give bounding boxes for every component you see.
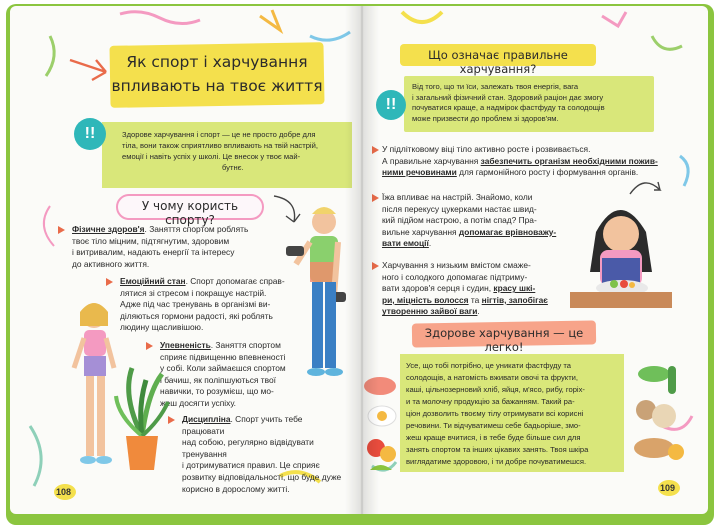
eating-girl-illustration [566, 192, 676, 310]
subtitle: У чому користь спорту? [141, 199, 239, 227]
plant-illustration [114, 366, 170, 476]
intro-text: Від того, що ти їси, залежать твоя енергія, вага і загальний фізичний стан. Здоровий раціон дає змогу почуватися краще, а надмірок фастфуду та солодощів може призвести до проблем зі здоров'ям. [412, 82, 605, 123]
subtitle: Здорове харчування — це легко! [424, 326, 584, 354]
item-discipline: Дисципліна. Спорт учить тебе працювати над собою, регулярно відвідувати тренування і дотримуватися правил. Це сприяє розвитку відповідальності, що буде дуже корисно в дорослому житті. [182, 414, 342, 495]
bullet-icon [58, 226, 65, 234]
food-box-text: Усе, що тобі потрібно, це уникати фастфуду та солодощів, а натомість вживати овочі та фрукти, каші, цільнозерновий хліб, яйця, м'ясо, рибу, горіх- и та молочну продукцію за бажанням. Такий ра- ціон дозволить твоєму тілу отримувати всі корисні речовини. Ти відчуватимеш себе бадьоріше, змо- жеш краще вчитися, і в тебе буде більше сил для занять спортом та інших цікавих занять. Твоя шкіра виглядатиме здоровою, і ти добре почуватимешся. [406, 361, 589, 466]
page-number: 108 [56, 487, 72, 497]
right-page [362, 6, 708, 514]
page-number: 109 [660, 483, 676, 493]
bullet-icon [146, 342, 153, 350]
paragraph-growth: У підлітковому віці тіло активно росте і розвивається. А правильне харчування забезпечить організм необхідними пожив- ними речовинами для гармонійного росту і формування органів. [382, 144, 682, 179]
item-physical: Фізичне здоров'я. Заняття спортом роблять твоє тіло міцним, підтягнутим, здоровим і витривалим, надають енергії та інтересу до активного життя. [72, 224, 292, 270]
item-emotional: Емоційний стан. Спорт допомагає справ- лятися зі стресом і покращує настрій. Адже під час тренувань в організмі ви- діляються гормони радості, які роблять людину щасливішою. [120, 276, 296, 334]
page-title: Що означає правильне харчування? [428, 48, 568, 76]
title-line-2: впливають на твоє життя [111, 77, 323, 95]
item-confidence: Упевненість. Заняття спортом сприяє підвищенню впевненості у собі. Коли займаєшся спортом і бачиш, як поліпшуються твої навички, то розумієш, що мо- жеш досягти успіху. [160, 340, 320, 410]
book-gutter [345, 6, 379, 514]
intro-text: Здорове харчування і спорт — це не просто добре для тіла, вони також сприятливо впливають на твій настрій, емоції і навіть успіх у школі. Це внесок у твоє май- бутнє. [122, 130, 318, 172]
arrow-icon [66, 50, 116, 90]
page-title [110, 50, 324, 98]
paragraph-mood: Їжа впливає на настрій. Знайомо, коли після перекусу цукерками настає швид- кий підйом настрою, а потім спад? Пра- вильне харчування допомагає врівноважу- вати емоції. [382, 192, 562, 250]
vegetables-illustration [624, 356, 694, 476]
paragraph-health: Харчування з низьким вмістом смаже- ного і солодкого допомагає підтриму- вати здоров'я серця і судин, красу шкі- ри, міцність волосся та нігтів, запобігає утворенню зайвої ваги. [382, 260, 562, 318]
alert-icon: !! [376, 90, 406, 120]
curly-arrow-icon [626, 174, 666, 208]
alert-icon: !! [74, 118, 106, 150]
title-line-1: Як спорт і харчування [126, 53, 308, 71]
bullet-icon [106, 278, 113, 286]
left-page [10, 6, 362, 514]
